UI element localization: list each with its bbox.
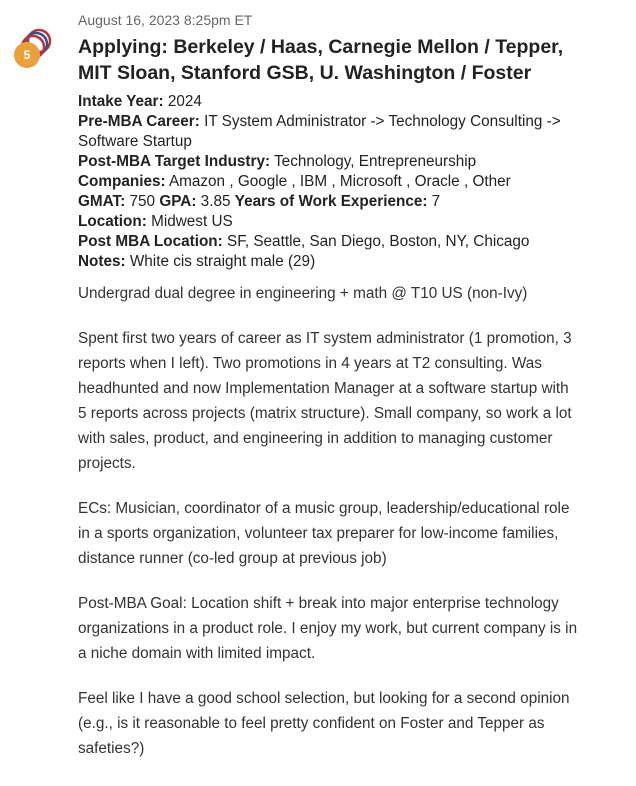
field-value: Technology, Entrepreneurship xyxy=(270,153,477,170)
field-value: Midwest US xyxy=(146,213,233,230)
field-label: Years of Work Experience: xyxy=(234,193,428,210)
pre-mba-career-row xyxy=(78,112,578,152)
field-label: Companies: xyxy=(78,173,166,190)
field-value: Amazon , Google , IBM , Microsoft , Oracle , Other xyxy=(165,173,511,190)
post-date: August 16, 2023 8:25pm ET xyxy=(78,12,253,28)
field-value: White cis straight male (29) xyxy=(125,253,316,270)
field-value: 3.85 xyxy=(196,193,235,210)
scores-row xyxy=(78,192,578,212)
field-label: Location: xyxy=(78,213,147,230)
field-label: Pre-MBA Career: xyxy=(78,113,200,130)
field-label: GMAT: xyxy=(78,193,126,210)
field-value: 7 xyxy=(427,193,441,210)
field-label: Notes: xyxy=(78,253,126,270)
post-paragraph: Spent first two years of career as IT system administrator (1 promotion, 3 reports when I left). Two promotions in 4 years at T2 consulting. Was headhunted and now Implementation Manager at a software startup with 5 reports across projects (matrix structure). Small company, so work a lot with sales, product, and engineering in addition to managing customer projects. xyxy=(78,330,572,472)
post-paragraph: Undergrad dual degree in engineering + math @ T10 US (non-Ivy) xyxy=(78,285,528,302)
post-mba-location-row xyxy=(78,232,578,252)
notes-row xyxy=(78,252,578,272)
intake-year-row xyxy=(78,92,578,112)
companies-row xyxy=(78,172,578,192)
field-value: SF, Seattle, San Diego, Boston, NY, Chicago xyxy=(222,233,530,250)
post-title[interactable]: Applying: Berkeley / Haas, Carnegie Mellon / Tepper, MIT Sloan, Stanford GSB, U. Washington / Foster xyxy=(78,36,564,84)
field-label: Intake Year: xyxy=(78,93,164,110)
post-paragraph: Feel like I have a good school selection, but looking for a second opinion (e.g., is it reasonable to feel pretty confident on Foster and Tepper as safeties?) xyxy=(78,690,570,757)
profile-fields xyxy=(78,92,578,272)
post-mba-industry-row xyxy=(78,152,578,172)
post-paragraph: ECs: Musician, coordinator of a music group, leadership/educational role in a sports organization, volunteer tax preparer for low-income families, distance runner (co-led group at previous job) xyxy=(78,500,570,567)
location-row xyxy=(78,212,578,232)
field-label: GPA: xyxy=(159,193,197,210)
post-content xyxy=(78,10,578,761)
post-paragraph: Post-MBA Goal: Location shift + break into major enterprise technology organizations in a product role. I enjoy my work, but current company is in a niche domain with limited impact. xyxy=(78,595,578,662)
user-level-badge: 5 xyxy=(14,42,40,68)
field-label: Post MBA Location: xyxy=(78,233,223,250)
field-value: IT System Administrator -> Technology Consulting -> Software Startup xyxy=(78,113,561,150)
field-value: 2024 xyxy=(163,93,202,110)
field-value: 750 xyxy=(125,193,160,210)
field-label: Post-MBA Target Industry: xyxy=(78,153,271,170)
